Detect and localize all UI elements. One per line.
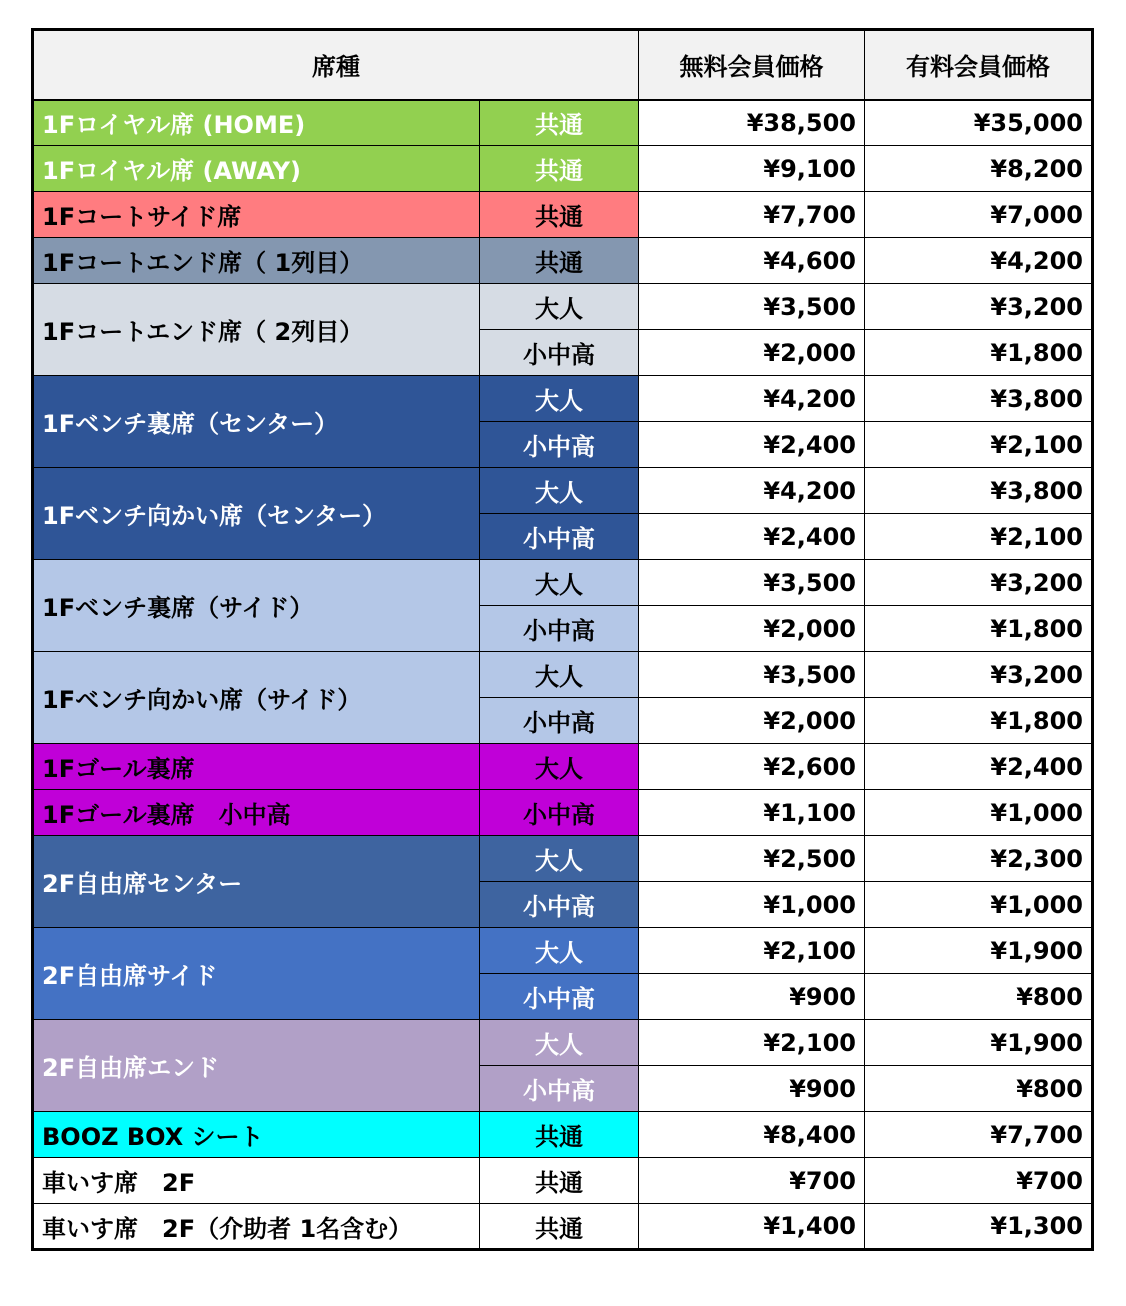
ticket-type-cell: 大人 — [480, 1020, 639, 1066]
free-member-price-cell: ¥7,700 — [639, 192, 865, 238]
table-row — [33, 238, 1093, 284]
free-member-price-cell: ¥3,500 — [639, 560, 865, 606]
header-seat: 席種 — [33, 30, 639, 100]
paid-member-price-cell: ¥1,300 — [865, 1204, 1093, 1250]
seat-name-cell: 2F自由席サイド — [33, 928, 480, 1020]
paid-member-price-cell: ¥1,900 — [865, 928, 1093, 974]
paid-member-price-cell: ¥8,200 — [865, 146, 1093, 192]
table-row — [33, 284, 1093, 330]
price-table — [31, 28, 1094, 1251]
free-member-price-cell: ¥900 — [639, 1066, 865, 1112]
free-member-price-cell: ¥3,500 — [639, 284, 865, 330]
paid-member-price-cell: ¥3,200 — [865, 560, 1093, 606]
paid-member-price-cell: ¥3,200 — [865, 284, 1093, 330]
header-free-price: 無料会員価格 — [639, 30, 865, 100]
ticket-type-cell: 共通 — [480, 100, 639, 146]
paid-member-price-cell: ¥800 — [865, 974, 1093, 1020]
free-member-price-cell: ¥1,100 — [639, 790, 865, 836]
paid-member-price-cell: ¥3,800 — [865, 376, 1093, 422]
ticket-type-cell: 大人 — [480, 928, 639, 974]
seat-name-cell: 1Fベンチ裏席（センター） — [33, 376, 480, 468]
seat-name-cell: 1Fゴール裏席 — [33, 744, 480, 790]
seat-name-cell: 1Fコートサイド席 — [33, 192, 480, 238]
free-member-price-cell: ¥8,400 — [639, 1112, 865, 1158]
paid-member-price-cell: ¥1,800 — [865, 606, 1093, 652]
table-header — [33, 30, 1093, 100]
paid-member-price-cell: ¥1,000 — [865, 790, 1093, 836]
seat-name-cell: 1Fロイヤル席 (HOME) — [33, 100, 480, 146]
seat-name-cell: 車いす席 2F（介助者 1名含む） — [33, 1204, 480, 1250]
seat-name-cell: 1Fロイヤル席 (AWAY) — [33, 146, 480, 192]
free-member-price-cell: ¥4,200 — [639, 376, 865, 422]
ticket-type-cell: 大人 — [480, 836, 639, 882]
ticket-type-cell: 小中高 — [480, 790, 639, 836]
ticket-type-cell: 小中高 — [480, 882, 639, 928]
ticket-type-cell: 大人 — [480, 284, 639, 330]
table-row — [33, 468, 1093, 514]
paid-member-price-cell: ¥1,800 — [865, 698, 1093, 744]
ticket-type-cell: 共通 — [480, 1158, 639, 1204]
free-member-price-cell: ¥900 — [639, 974, 865, 1020]
table-row — [33, 146, 1093, 192]
ticket-type-cell: 大人 — [480, 744, 639, 790]
free-member-price-cell: ¥2,400 — [639, 514, 865, 560]
ticket-type-cell: 共通 — [480, 1112, 639, 1158]
seat-name-cell: 1Fベンチ向かい席（サイド） — [33, 652, 480, 744]
header-paid-price: 有料会員価格 — [865, 30, 1093, 100]
seat-name-cell: 2F自由席エンド — [33, 1020, 480, 1112]
table-row — [33, 100, 1093, 146]
free-member-price-cell: ¥4,600 — [639, 238, 865, 284]
seat-name-cell: 車いす席 2F — [33, 1158, 480, 1204]
paid-member-price-cell: ¥800 — [865, 1066, 1093, 1112]
table-row — [33, 744, 1093, 790]
free-member-price-cell: ¥1,400 — [639, 1204, 865, 1250]
paid-member-price-cell: ¥1,000 — [865, 882, 1093, 928]
table-body — [33, 100, 1093, 1250]
ticket-type-cell: 小中高 — [480, 330, 639, 376]
seat-name-cell: 1Fコートエンド席（ 2列目） — [33, 284, 480, 376]
free-member-price-cell: ¥2,100 — [639, 1020, 865, 1066]
free-member-price-cell: ¥2,600 — [639, 744, 865, 790]
seat-name-cell: 1Fベンチ裏席（サイド） — [33, 560, 480, 652]
table-row — [33, 652, 1093, 698]
seat-name-cell: BOOZ BOX シート — [33, 1112, 480, 1158]
ticket-type-cell: 小中高 — [480, 1066, 639, 1112]
paid-member-price-cell: ¥2,100 — [865, 422, 1093, 468]
table-row — [33, 192, 1093, 238]
paid-member-price-cell: ¥2,300 — [865, 836, 1093, 882]
table-row — [33, 836, 1093, 882]
ticket-type-cell: 大人 — [480, 376, 639, 422]
seat-name-cell: 1Fゴール裏席 小中高 — [33, 790, 480, 836]
paid-member-price-cell: ¥700 — [865, 1158, 1093, 1204]
table-row — [33, 1204, 1093, 1250]
paid-member-price-cell: ¥4,200 — [865, 238, 1093, 284]
ticket-type-cell: 共通 — [480, 1204, 639, 1250]
paid-member-price-cell: ¥35,000 — [865, 100, 1093, 146]
paid-member-price-cell: ¥7,000 — [865, 192, 1093, 238]
ticket-type-cell: 大人 — [480, 652, 639, 698]
table-row — [33, 376, 1093, 422]
seat-name-cell: 1Fベンチ向かい席（センター） — [33, 468, 480, 560]
table-row — [33, 1020, 1093, 1066]
free-member-price-cell: ¥38,500 — [639, 100, 865, 146]
free-member-price-cell: ¥9,100 — [639, 146, 865, 192]
free-member-price-cell: ¥2,000 — [639, 698, 865, 744]
free-member-price-cell: ¥2,400 — [639, 422, 865, 468]
paid-member-price-cell: ¥1,800 — [865, 330, 1093, 376]
paid-member-price-cell: ¥2,100 — [865, 514, 1093, 560]
ticket-type-cell: 小中高 — [480, 974, 639, 1020]
ticket-type-cell: 共通 — [480, 192, 639, 238]
ticket-type-cell: 大人 — [480, 560, 639, 606]
free-member-price-cell: ¥4,200 — [639, 468, 865, 514]
free-member-price-cell: ¥2,500 — [639, 836, 865, 882]
paid-member-price-cell: ¥1,900 — [865, 1020, 1093, 1066]
free-member-price-cell: ¥3,500 — [639, 652, 865, 698]
ticket-type-cell: 共通 — [480, 238, 639, 284]
ticket-type-cell: 小中高 — [480, 514, 639, 560]
ticket-type-cell: 小中高 — [480, 698, 639, 744]
table-row — [33, 790, 1093, 836]
paid-member-price-cell: ¥3,200 — [865, 652, 1093, 698]
ticket-type-cell: 共通 — [480, 146, 639, 192]
table-row — [33, 1112, 1093, 1158]
header-row — [33, 30, 1093, 100]
paid-member-price-cell: ¥7,700 — [865, 1112, 1093, 1158]
free-member-price-cell: ¥2,000 — [639, 330, 865, 376]
table-row — [33, 928, 1093, 974]
seat-name-cell: 1Fコートエンド席（ 1列目） — [33, 238, 480, 284]
paid-member-price-cell: ¥2,400 — [865, 744, 1093, 790]
free-member-price-cell: ¥2,100 — [639, 928, 865, 974]
table-row — [33, 560, 1093, 606]
free-member-price-cell: ¥1,000 — [639, 882, 865, 928]
ticket-type-cell: 小中高 — [480, 422, 639, 468]
ticket-type-cell: 大人 — [480, 468, 639, 514]
seat-name-cell: 2F自由席センター — [33, 836, 480, 928]
table-row — [33, 1158, 1093, 1204]
free-member-price-cell: ¥2,000 — [639, 606, 865, 652]
paid-member-price-cell: ¥3,800 — [865, 468, 1093, 514]
free-member-price-cell: ¥700 — [639, 1158, 865, 1204]
ticket-type-cell: 小中高 — [480, 606, 639, 652]
